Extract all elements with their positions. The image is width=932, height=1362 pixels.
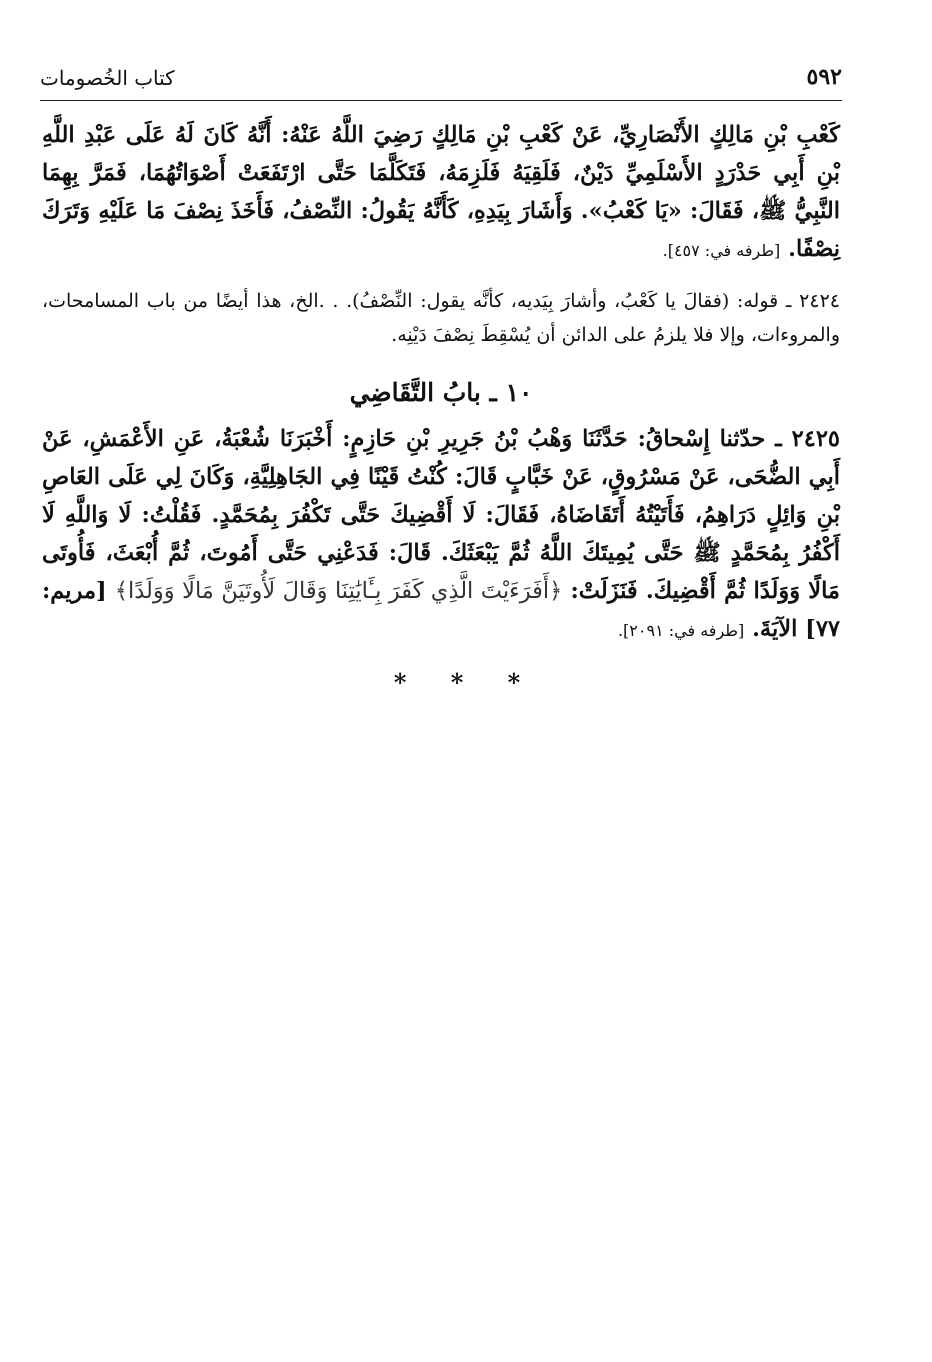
running-head [40, 64, 842, 98]
commentary-2424 [42, 284, 840, 352]
hadith-2424-reference: [طرفه في: ٤٥٧]. [662, 241, 781, 260]
quran-verse: ﴿أَفَرَءَيْتَ الَّذِي كَفَرَ بِـَٔايَٰتِنَا وَقَالَ لَأُوتَيَنَّ مَالًا وَوَلَدًا﴾ [114, 578, 563, 604]
hadith-2425-body: ٢٤٢٥ ـ حدّثنا إِسْحاقُ: حَدَّثَنَا وَهْبُ بْنُ جَرِيرِ بْنِ حَازِمٍ: أَخْبَرَنَا شُعْبَةُ، عَنِ الأَعْمَشِ، عَنْ أَبِي الضُّحَى، عَنْ مَسْرُوقٍ، عَنْ خَبَّابٍ قَالَ: كُنْتُ قَيْنًا فِي الجَاهِلِيَّةِ، وَكَانَ لِي عَلَى العَاصِ بْنِ وَائِلٍ دَرَاهِمُ، فَأَتَيْتُهُ أَتَقَاضَاهُ، فَقَالَ: لَا أَقْضِيكَ حَتَّى تَكْفُرَ بِمُحَمَّدٍ. فَقُلْتُ: لَا وَاللَّهِ لَا أَكْفُرُ بِمُحَمَّدٍ ﷺ حَتَّى يُمِيتَكَ اللَّهُ ثُمَّ يَبْعَثَكَ. قَالَ: فَدَعْنِي حَتَّى أَمُوتَ، ثُمَّ أُبْعَثَ، فَأُوتَى مَالًا وَوَلَدًا ثُمَّ أَقْضِيكَ. فَنَزَلَتْ: [42, 426, 840, 604]
hadith-2424-body: كَعْبِ بْنِ مَالِكٍ الأَنْصَارِيِّ، عَنْ كَعْبِ بْنِ مَالِكٍ رَضِيَ اللَّهُ عَنْهُ: أَنَّهُ كَانَ لَهُ عَلَى عَبْدِ اللَّهِ بْنِ أَبِي حَدْرَدٍ الأَسْلَمِيِّ دَيْنٌ، فَلَقِيَهُ فَلَزِمَهُ، فَتَكَلَّمَا حَتَّى ارْتَفَعَتْ أَصْوَاتُهُمَا، فَمَرَّ بِهِمَا النَّبِيُّ ﷺ، فَقَالَ: «يَا كَعْبُ». وَأَشَارَ بِيَدِهِ، كَأَنَّهُ يَقُولُ: النِّصْفُ، فَأَخَذَ نِصْفَ مَا عَلَيْهِ وَتَرَكَ نِصْفًا. [42, 122, 840, 262]
book-title: كتاب الخُصومات [40, 66, 175, 90]
hadith-2424-text [42, 116, 840, 270]
quran-reference: [مريم: ٧٧] الآيَةَ. [42, 578, 840, 642]
hadith-2425-reference: [طرفه في: ٢٠٩١]. [617, 621, 745, 640]
chapter-heading: ١٠ ـ بابُ التَّقَاضِي [349, 378, 533, 407]
header-rule [40, 100, 842, 101]
commentary-2424-body: ٢٤٢٤ ـ قوله: (فقالَ يا كَعْبُ، وأشارَ بِيَديه، كأنَّه يقول: النِّصْفُ). . .الخ، هذا أيضًا من باب المسامحات، والمروءات، وإلا فلا يلزمُ على الدائن أن يُسْقِطَ نِصْفَ دَيْنِه. [42, 290, 840, 346]
hadith-2425-text [42, 420, 840, 650]
section-separator: * * * [393, 668, 539, 697]
page-number: ٥٩٢ [806, 64, 842, 90]
